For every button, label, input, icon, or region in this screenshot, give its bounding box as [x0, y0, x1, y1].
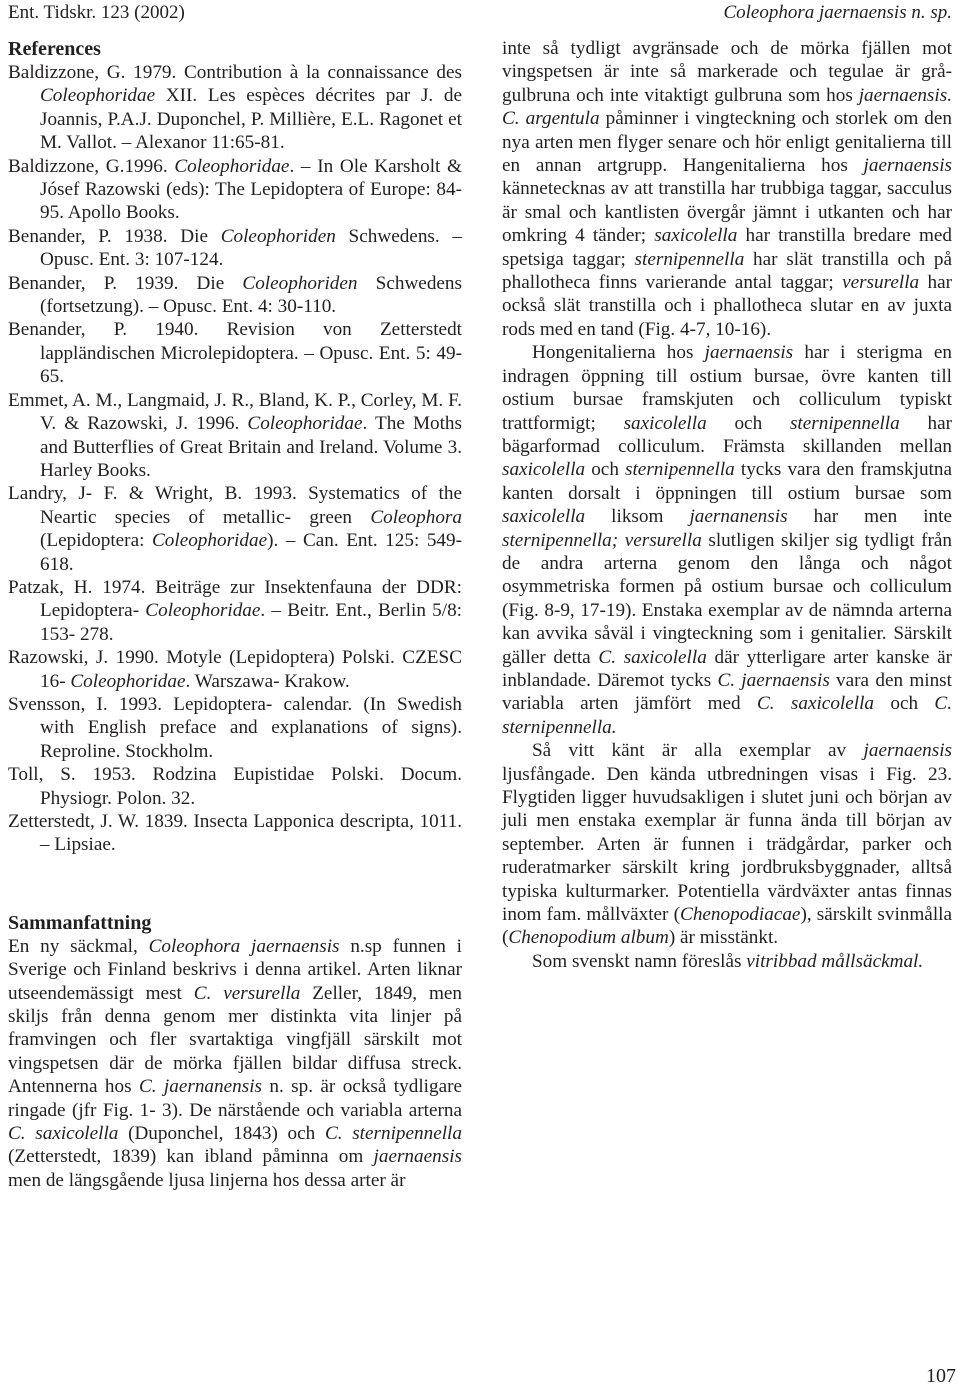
- reference-item: Patzak, H. 1974. Beiträge zur Insektenfauna der DDR: Lepidoptera- Coleophoridae. – Beitr. Ent., Berlin 5/8: 153- 278.: [8, 576, 462, 645]
- reference-item: Baldizzone, G.1996. Coleophoridae. – In Ole Karsholt & Jósef Razowski (eds): The Lepidoptera of Europe: 84-95. Apollo Books.: [8, 155, 462, 224]
- summary-paragraph: En ny säckmal, Coleophora jaernaensis n.sp funnen i Sverige och Finland beskrivs i denna artikel. Arten liknar utseendemässigt mest C. versurella Zeller, 1849, men skiljs från denna genom mer distinkta vita linjer på framvingen och fler svartaktiga vingfjäll särskilt mot vingspetsen där de mörka fjällen bildar diffusa streck. Antennerna hos C. jaernanensis n. sp. är också tydligare ringade (jfr Fig. 1- 3). De närstående och variabla arterna C. saxicolella (Duponchel, 1843) och C. sternipennella (Zetterstedt, 1839) kan ibland påminna om jaernaensis men de längsgående ljusa linjerna hos dessa arter är: [8, 935, 463, 1191]
- reference-item: Emmet, A. M., Langmaid, J. R., Bland, K. P., Corley, M. F. V. & Razowski, J. 1996. Coleophoridae. The Moths and Butterflies of Great Britain and Ireland. Volume 3. Harley Books.: [8, 389, 462, 481]
- body-paragraph: Som svenskt namn föreslås vitribbad mållsäckmal.: [532, 950, 924, 972]
- running-head-title: Coleophora jaernaensis n. sp.: [723, 2, 952, 23]
- reference-item: Baldizzone, G. 1979. Contribution à la connaissance des Coleophoridae XII. Les espèces décrites par J. de Joannis, P.A.J. Duponchel, P. Millière, E.L. Ragonet et M. Vallot. – Alexanor 11:65-81.: [8, 62, 462, 154]
- summary-heading: Sammanfattning: [8, 911, 152, 934]
- reference-item: Benander, P. 1938. Die Coleophoriden Schwedens. – Opusc. Ent. 3: 107-124.: [8, 225, 463, 271]
- reference-item: Landry, J- F. & Wright, B. 1993. Systematics of the Neartic species of metallic- green Coleophora (Lepidoptera: Coleophoridae). – Can. Ent. 125: 549- 618.: [8, 483, 462, 575]
- body-paragraph: inte så tydligt avgränsade och de mörka fjällen mot vingspetsen är inte så markerade och tegulae är grå- gulbruna och inte vitaktigt gulbruna som hos jaernaensis. C. argentula påminner i vingteckning och storlek om den nya arten men flyger senare och hör enligt genitalierna till en annan artgrupp. Hangenitalierna hos jaernaensis kännetecknas av att transtilla har trubbiga taggar, sacculus är smal och kantlisten övergår jämnt i utkanten och har omkring 4 tänder; saxicolella har transtilla bredare med spetsiga taggar; sternipennella har slät transtilla och på phallotheca finns varierande antal taggar; versurella har också slät transtilla och i phallotheca slutar en av juxta rods med en tand (Fig. 4-7, 10-16).: [502, 38, 953, 340]
- reference-item: Benander, P. 1940. Revision von Zetterstedt lappländischen Microlepidoptera. – Opusc. Ent. 5: 49-65.: [8, 319, 462, 388]
- running-head-journal: Ent. Tidskr. 123 (2002): [8, 2, 185, 23]
- page-number: 107: [926, 1365, 956, 1387]
- left-column: [8, 37, 462, 1192]
- reference-item: Zetterstedt, J. W. 1839. Insecta Lapponica descripta, 1011. – Lipsiae.: [8, 811, 462, 856]
- reference-item: Svensson, I. 1993. Lepidoptera- calendar. (In Swedish with English preface and explanations of signs). Reproline. Stockholm.: [8, 693, 462, 762]
- reference-item: Toll, S. 1953. Rodzina Eupistidae Polski. Docum. Physiogr. Polon. 32.: [8, 764, 462, 809]
- references-heading: References: [8, 38, 101, 60]
- body-paragraph: Hongenitalierna hos jaernaensis har i sterigma en indragen öppning till ostium bursae, övre kanten till ostium bursae framskjuten och colliculum typiskt trattformigt; saxicolella och sternipennella har bägarformad colliculum. Främsta skillanden mellan saxicolella och sternipennella tycks vara den framskjutna kanten dorsalt i öppningen till ostium bursae som saxicolella liksom jaernanensis har men inte sternipennella; versurella slutligen skiljer sig tydligt från de andra arterna genom den långa och något osymmetriska formen på ostium bursae och colliculum (Fig. 8-9, 17-19). Enstaka exemplar av de nämnda arterna kan avvika såväl i vingteckning som i genitalier. Särskilt gäller detta C. saxicolella där ytterligare arter kanske är inblandade. Däremot tycks C. jaernaensis vara den minst variabla arten jämfört med C. saxicolella och C. sternipennella.: [502, 342, 953, 738]
- body-paragraph: Så vitt känt är alla exemplar av jaernaensis ljusfångade. Den kända utbredningen visas i Fig. 23. Flygtiden ligger huvudsakligen i slutet juni och början av juli men enstaka exemplar är funna ända till början av september. Arten är funnen i trädgårdar, parker och ruderatmarker särskilt kring jordbruksbyggnader, alltså typiska kulturmarker. Potentiella värdväxter antas finnas inom fam. mållväxter (Chenopodiacae), särskilt svinmålla (Chenopodium album) är misstänkt.: [502, 740, 953, 949]
- reference-item: Razowski, J. 1990. Motyle (Lepidoptera) Polski. CZESC 16- Coleophoridae. Warszawa- Krakow.: [8, 647, 462, 692]
- reference-item: Benander, P. 1939. Die Coleophoriden Schwedens (fortsetzung). – Opusc. Ent. 4: 30-110.: [8, 272, 462, 318]
- right-column: [502, 37, 952, 973]
- reference-list: [8, 61, 462, 857]
